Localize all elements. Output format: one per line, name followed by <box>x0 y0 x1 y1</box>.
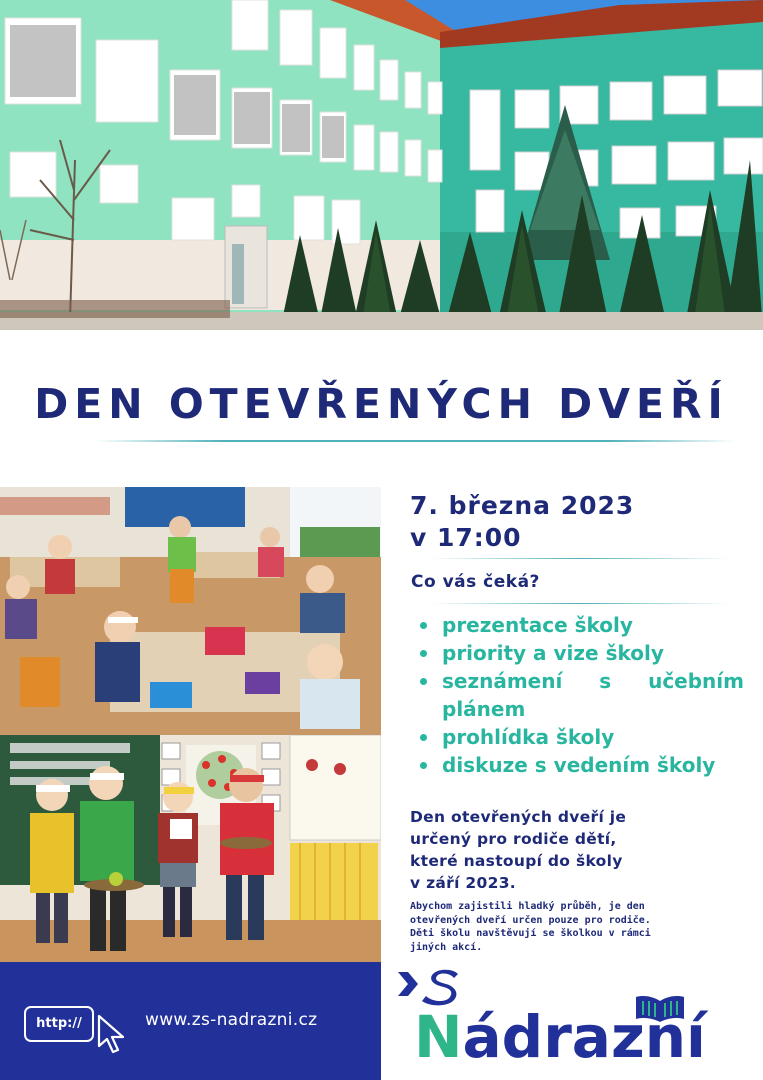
list-item: diskuze s vedením školy <box>414 751 744 779</box>
list-item: prezentace školy <box>414 611 744 639</box>
cursor-icon <box>96 1014 130 1054</box>
list-item: seznámení s učebním plánem <box>414 667 744 723</box>
bullet-icon <box>420 678 427 685</box>
title-divider <box>95 440 735 442</box>
event-date-time <box>410 490 634 554</box>
logo-wordmark: ádrazní <box>462 1003 706 1071</box>
list-item: priority a vize školy <box>414 639 744 667</box>
agenda-list <box>414 611 744 779</box>
classroom-photo <box>0 487 381 735</box>
bullet-icon <box>420 762 427 769</box>
divider <box>430 603 730 604</box>
logo-letter-n: N <box>414 1003 463 1071</box>
bullet-icon <box>420 650 427 657</box>
agenda-heading: Co vás čeká? <box>411 572 540 592</box>
url-badge: http:// <box>24 1006 94 1042</box>
parents-only-note: Abychom zajistili hladký průběh, je den otevřených dveří určen pouze pro rodiče. Děti školu navštěvují se školkou v rámci jiných akcí. <box>410 901 651 953</box>
children-photo <box>0 735 381 962</box>
bullet-icon <box>420 734 427 741</box>
event-date: 7. března 2023 <box>410 491 635 520</box>
page-title: DEN OTEVŘENÝCH DVEŘÍ <box>34 380 729 428</box>
list-item: prohlídka školy <box>414 723 744 751</box>
bullet-icon <box>420 622 427 629</box>
website-link[interactable]: www.zs-nadrazni.cz <box>145 1010 318 1030</box>
audience-info: Den otevřených dveří je určený pro rodiče dětí, které nastoupí do školy v září 2023. <box>410 808 627 892</box>
logo-mark <box>396 966 466 1006</box>
school-building-photo <box>0 0 763 330</box>
footer-bar <box>0 962 381 1080</box>
school-logo <box>414 1002 706 1072</box>
event-time: v 17:00 <box>410 523 522 552</box>
divider <box>430 558 730 559</box>
